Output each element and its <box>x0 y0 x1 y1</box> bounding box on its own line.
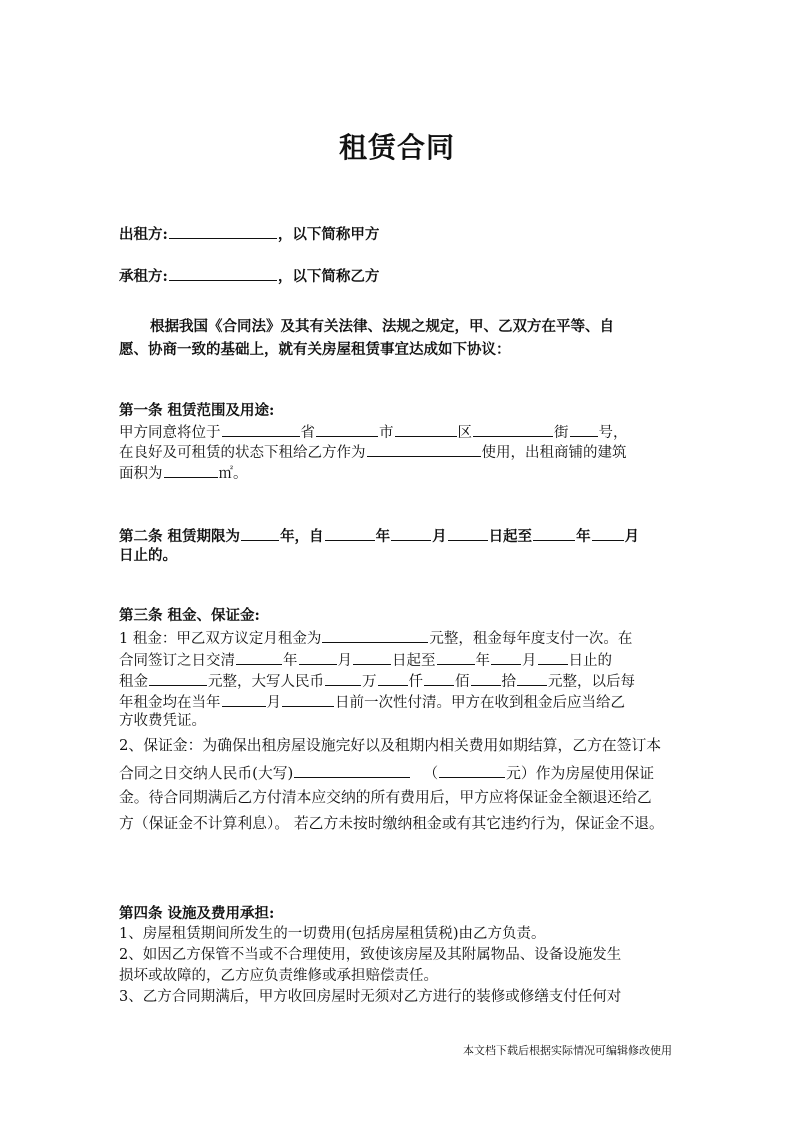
rent-start-year-blank[interactable] <box>236 649 282 665</box>
rent-end-month-blank[interactable] <box>491 649 521 665</box>
start-month-blank[interactable] <box>391 525 431 541</box>
yuan-blank[interactable] <box>517 670 547 686</box>
text-segment: 第二条 租赁期限为 <box>119 528 241 545</box>
article-1-line-3 <box>119 462 248 484</box>
rent-start-month-blank[interactable] <box>299 649 337 665</box>
text-segment: 省 <box>300 425 315 441</box>
text-segment: 元整，以后每 <box>548 674 635 690</box>
text-segment: ㎡。 <box>218 466 248 482</box>
text-segment: 日前一次性付清。甲方在收到租金后应当给乙 <box>335 695 625 711</box>
deposit-uppercase-blank[interactable] <box>294 762 410 778</box>
term-years-blank[interactable] <box>241 525 279 541</box>
text-segment: 年 <box>475 653 490 669</box>
text-segment: 面积为 <box>119 466 163 482</box>
text-segment: 月 <box>266 695 281 711</box>
article-2-line-2: 日止的。 <box>119 547 177 564</box>
lessee-label: 承租方: <box>119 268 168 285</box>
deposit-line-2 <box>119 762 654 784</box>
start-year-blank[interactable] <box>325 525 375 541</box>
rent-amount-blank[interactable] <box>149 670 207 686</box>
usage-blank[interactable] <box>367 441 481 457</box>
text-segment: 佰 <box>455 674 470 690</box>
intro-line-1: 根据我国《合同法》及其有关法律、法规之规定，甲、乙双方在平等、自 <box>150 318 614 335</box>
article-4-line-1: 1、房屋租赁期间所发生的一切费用(包括房屋租赁税)由乙方负责。 <box>119 926 546 942</box>
text-segment: 日止的 <box>568 653 612 669</box>
monthly-rent-blank[interactable] <box>322 627 428 643</box>
bai-blank[interactable] <box>424 670 454 686</box>
end-month-blank[interactable] <box>592 525 624 541</box>
deposit-line-4: 方（保证金不计算利息）。 若乙方未按时缴纳租金或有其它违约行为，保证金不退。 <box>119 815 664 832</box>
text-segment: 甲方同意将位于 <box>119 425 221 441</box>
article-4-heading: 第四条 设施及费用承担: <box>119 905 275 922</box>
text-segment: 仟 <box>408 674 423 690</box>
area-blank[interactable] <box>164 462 218 478</box>
article-4-line-2: 2、如因乙方保管不当或不合理使用，致使该房屋及其附属物品、设备设施发生 <box>119 947 622 963</box>
district-blank[interactable] <box>395 421 457 437</box>
article-3-heading: 第三条 租金、保证金: <box>119 607 260 624</box>
text-segment: 元整，大写人民币 <box>208 674 324 690</box>
province-blank[interactable] <box>222 421 300 437</box>
text-segment: 在良好及可租赁的状态下租给乙方作为 <box>119 445 366 461</box>
text-segment: 元整，租金每年度支付一次。在 <box>429 631 633 647</box>
text-segment: 年 <box>576 528 591 545</box>
document-title: 租赁合同 <box>338 131 455 164</box>
article-4-line-3: 损坏或故障的，乙方应负责维修或承担赔偿责任。 <box>119 968 438 984</box>
deposit-line-1: 2、保证金：为确保出租房屋设施完好以及租期内相关费用如期结算，乙方在签订本 <box>119 737 662 754</box>
text-segment: 号， <box>598 425 628 441</box>
text-segment: 月 <box>432 528 447 545</box>
payment-month-blank[interactable] <box>222 691 266 707</box>
text-segment: 合同签订之日交清 <box>119 653 235 669</box>
text-segment: 1 租金：甲乙双方议定月租金为 <box>119 631 322 647</box>
text-segment: （ <box>423 765 439 782</box>
article-3-line-5: 方收费凭证。 <box>119 713 206 729</box>
lessor-suffix: ，以下简称甲方 <box>277 226 380 243</box>
text-segment: 月 <box>337 653 352 669</box>
text-segment: 年，自 <box>280 528 324 545</box>
article-1-heading: 第一条 租赁范围及用途: <box>119 402 275 419</box>
text-segment: 月 <box>624 528 640 545</box>
text-segment: 租金 <box>119 674 148 690</box>
deposit-amount-blank[interactable] <box>439 762 505 778</box>
street-blank[interactable] <box>473 421 553 437</box>
lessor-line <box>119 223 379 245</box>
text-segment: 年 <box>283 653 298 669</box>
text-segment: 合同之日交纳人民币(大写) <box>119 765 294 782</box>
start-day-blank[interactable] <box>448 525 488 541</box>
footer-note: 本文档下载后根据实际情况可编辑修改使用 <box>463 1044 672 1057</box>
article-1-line-1 <box>119 421 628 443</box>
text-segment: 年 <box>375 528 391 545</box>
lessee-line <box>119 265 379 287</box>
rent-end-day-blank[interactable] <box>538 649 568 665</box>
lessee-suffix: ，以下简称乙方 <box>277 268 380 285</box>
text-segment: 市 <box>379 425 394 441</box>
text-segment: 万 <box>362 674 377 690</box>
rent-end-year-blank[interactable] <box>437 649 475 665</box>
article-3-line-3 <box>119 670 635 692</box>
city-blank[interactable] <box>316 421 378 437</box>
article-1-line-2 <box>119 441 627 463</box>
rent-start-day-blank[interactable] <box>353 649 391 665</box>
text-segment: 元）作为房屋使用保证 <box>506 765 655 782</box>
article-3-line-4 <box>119 691 625 713</box>
payment-day-blank[interactable] <box>282 691 334 707</box>
lessor-name-blank[interactable] <box>169 223 277 239</box>
deposit-line-3: 金。待合同期满后乙方付清本应交纳的所有费用后，甲方应将保证金全额退还给乙 <box>119 789 652 806</box>
qian-blank[interactable] <box>378 670 408 686</box>
shi-blank[interactable] <box>471 670 501 686</box>
text-segment: 日起至 <box>392 653 436 669</box>
lessee-name-blank[interactable] <box>169 265 277 281</box>
article-4-line-4: 3、乙方合同期满后，甲方收回房屋时无须对乙方进行的装修或修缮支付任何对 <box>119 989 622 1005</box>
text-segment: 使用，出租商铺的建筑 <box>481 445 627 461</box>
lessor-label: 出租方: <box>119 226 168 243</box>
text-segment: 区 <box>457 425 472 441</box>
intro-line-2: 愿、协商一致的基础上，就有关房屋租赁事宜达成如下协议： <box>119 341 511 358</box>
wan-blank[interactable] <box>325 670 361 686</box>
article-3-line-1 <box>119 627 632 649</box>
article-3-line-2 <box>119 649 612 671</box>
end-year-blank[interactable] <box>533 525 575 541</box>
text-segment: 街 <box>554 425 569 441</box>
text-segment: 拾 <box>501 674 516 690</box>
text-segment: 年租金均在当年 <box>119 695 221 711</box>
number-blank[interactable] <box>570 421 598 437</box>
text-segment: 月 <box>522 653 537 669</box>
text-segment: 日起至 <box>488 528 533 545</box>
article-2-line-1 <box>119 525 639 547</box>
